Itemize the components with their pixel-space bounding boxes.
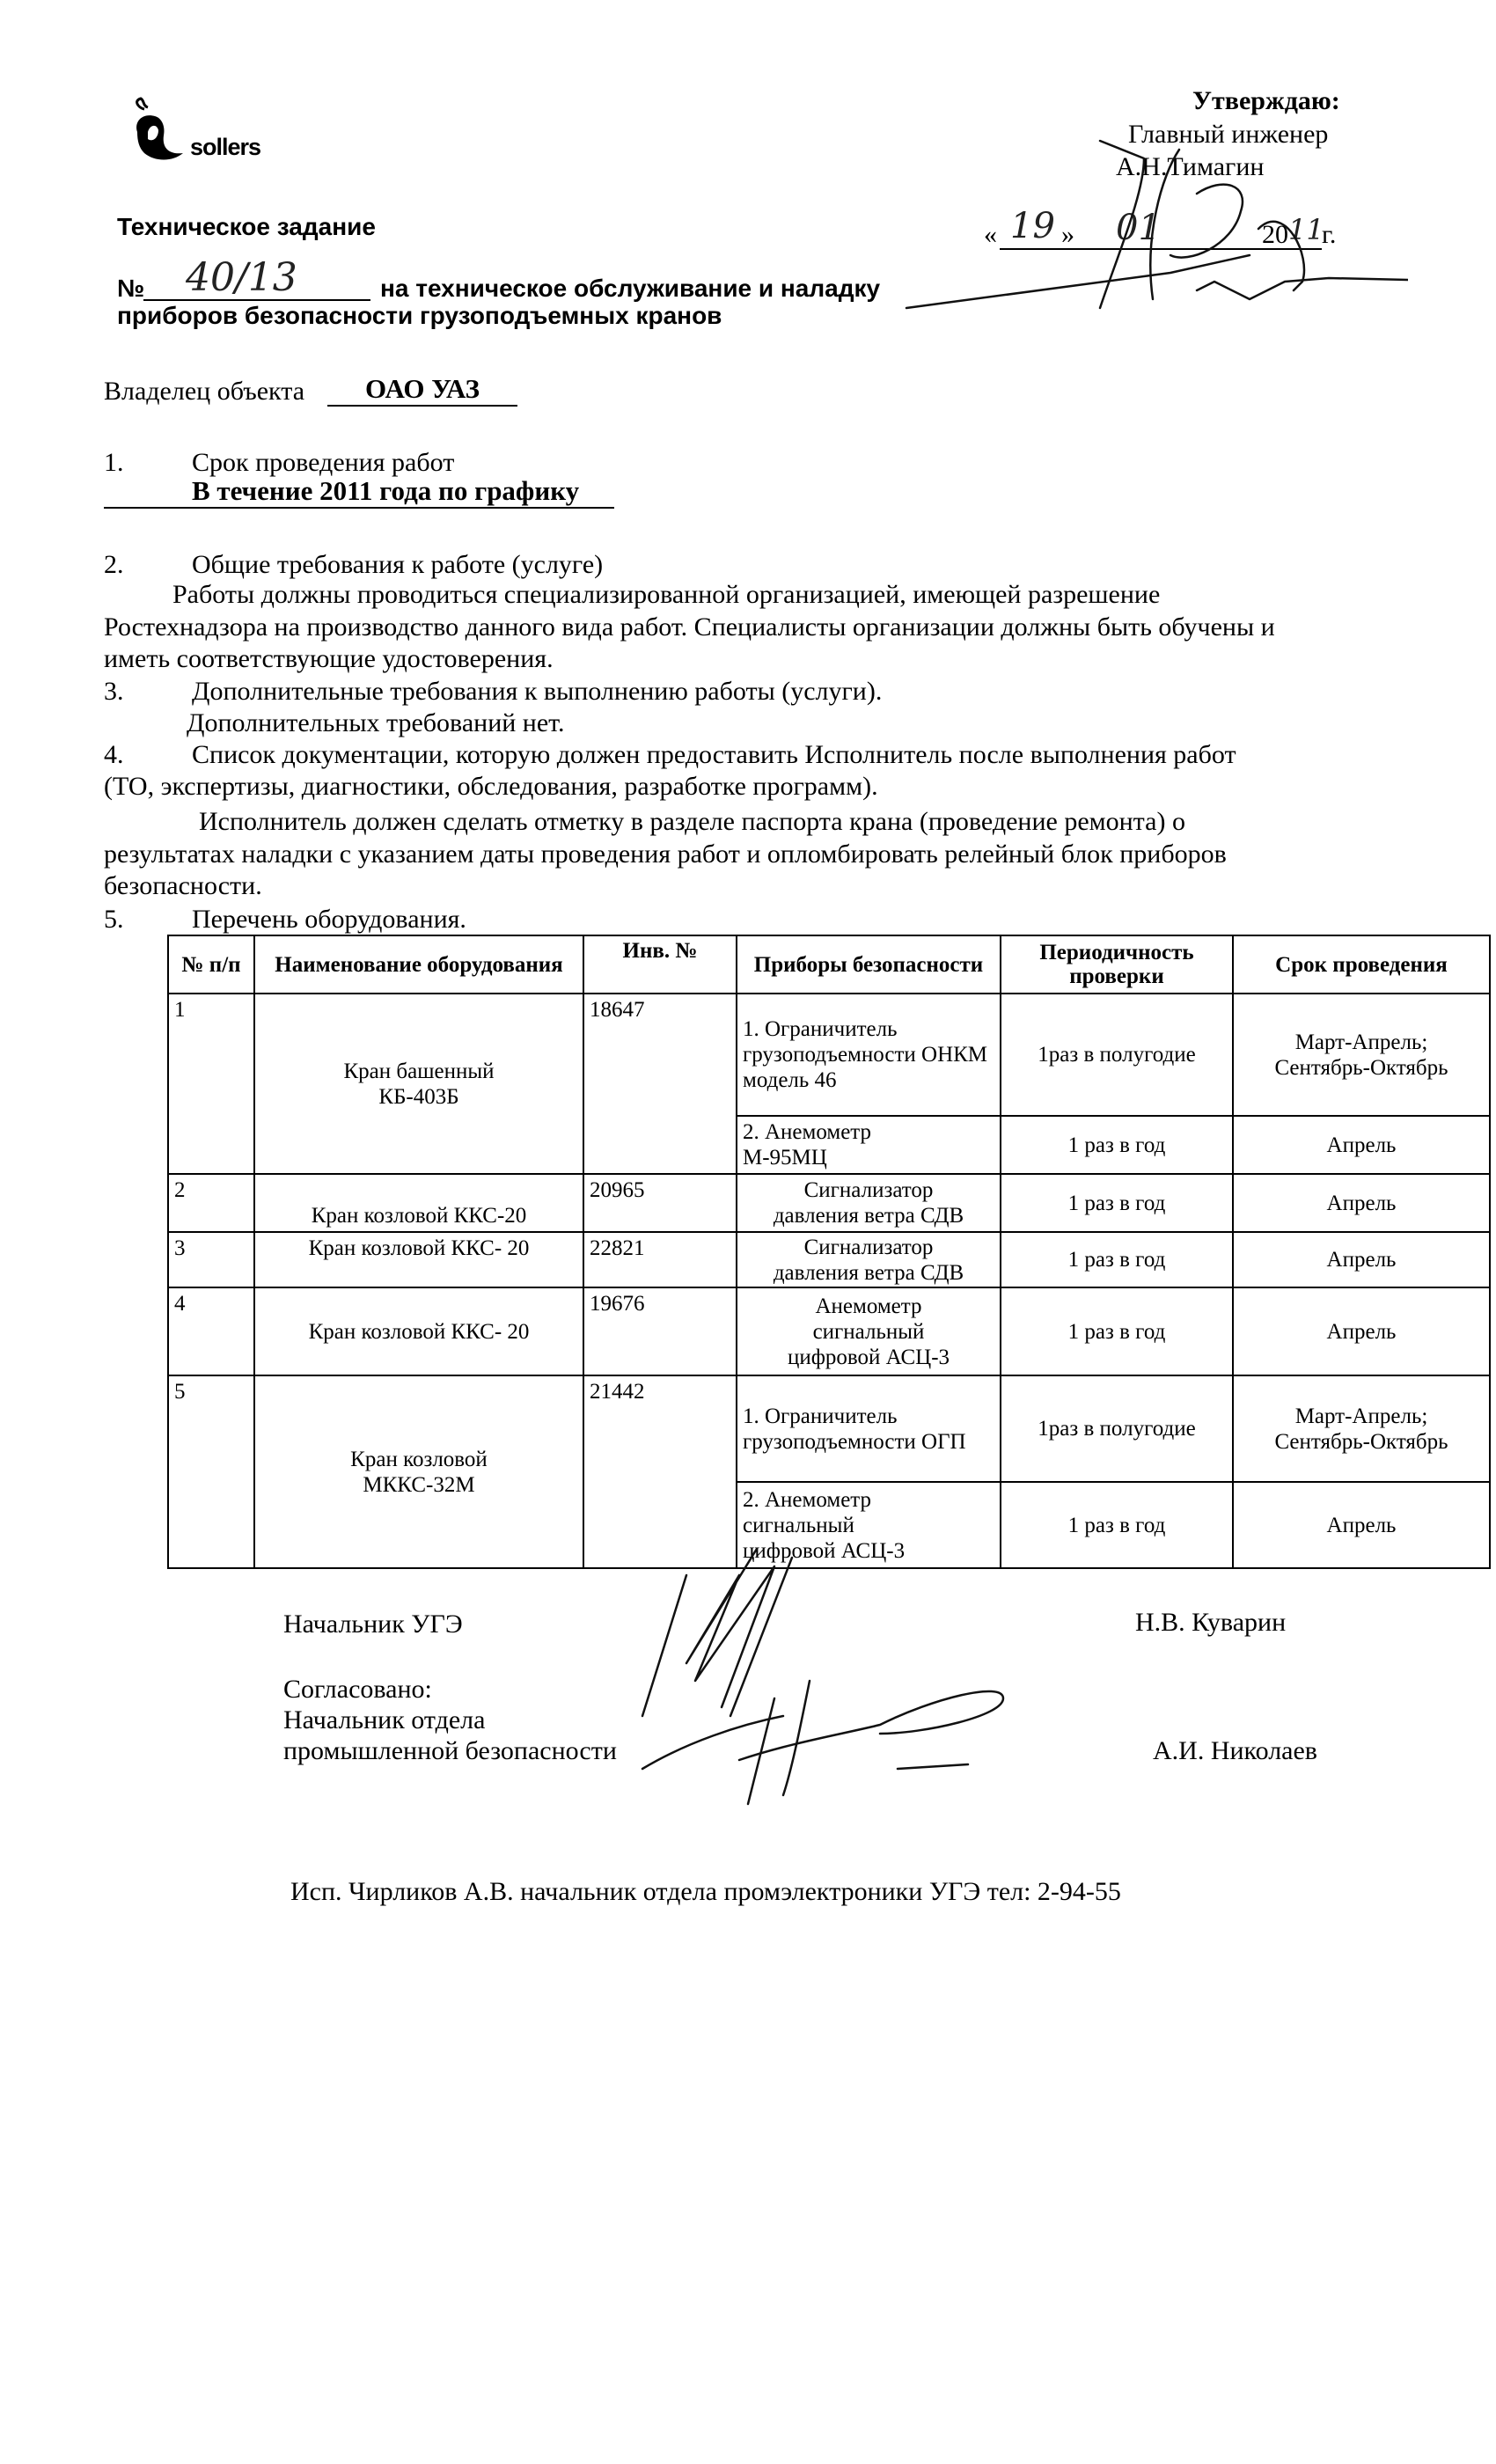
section2-line3: иметь соответствующие удостоверения. xyxy=(104,644,554,673)
chief-name: Н.В. Куварин xyxy=(1135,1608,1287,1637)
table-header-row xyxy=(168,935,1490,994)
table-row xyxy=(168,1232,1490,1287)
cell-period: 1 раз в год xyxy=(1001,1287,1233,1375)
doc-number-field xyxy=(143,257,370,301)
section2-line1: Работы должны проводиться специализированной организацией, имеющей разрешение xyxy=(172,580,1161,609)
date-month-handwritten: 01 xyxy=(1116,208,1161,248)
cell-term: Март-Апрель; Сентябрь-Октябрь xyxy=(1233,994,1490,1116)
cell-device: Сигнализатор давления ветра СДВ xyxy=(737,1174,1001,1232)
cell-num: 1 xyxy=(168,994,254,1174)
cell-term: Апрель xyxy=(1233,1174,1490,1232)
cell-period: 1 раз в год xyxy=(1001,1174,1233,1232)
section3-line1: Дополнительных требований нет. xyxy=(187,708,565,737)
cell-term: Апрель xyxy=(1233,1482,1490,1568)
cell-num: 3 xyxy=(168,1232,254,1287)
table-row xyxy=(168,1287,1490,1375)
section1-value: В течение 2011 года по графику xyxy=(192,475,580,506)
section4-title: Список документации, которую должен предоставить Исполнитель после выполнения работ xyxy=(192,740,1236,769)
logo-wordmark: sollers xyxy=(190,134,261,160)
section1-value-field xyxy=(104,475,614,509)
cell-period: 1 раз в год xyxy=(1001,1116,1233,1174)
approval-signature xyxy=(880,123,1408,334)
doc-title-line2: на техническое обслуживание и наладку xyxy=(380,275,881,302)
cell-device: 1. Ограничитель грузоподъемности ОГП xyxy=(737,1375,1001,1482)
table-row xyxy=(168,1174,1490,1232)
approval-position: Главный инженер xyxy=(1128,120,1329,149)
owner-label: Владелец объекта xyxy=(104,377,305,406)
company-logo xyxy=(128,97,304,176)
safety-signature xyxy=(634,1663,1056,1813)
doc-number-prefix: № xyxy=(117,275,145,302)
section5-number: 5. xyxy=(104,905,124,934)
doc-title-line3: приборов безопасности грузоподъемных кранов xyxy=(117,302,722,329)
cell-device: 2. Анемометр М-95МЦ xyxy=(737,1116,1001,1174)
header-cell: Инв. № xyxy=(583,935,737,994)
header-cell: Приборы безопасности xyxy=(737,935,1001,994)
section3-title: Дополнительные требования к выполнению работы (услуги). xyxy=(192,677,883,706)
safety-label-line2: промышленной безопасности xyxy=(283,1736,617,1765)
equipment-table xyxy=(167,935,1491,1569)
cell-inv: 20965 xyxy=(583,1174,737,1232)
cell-term: Март-Апрель; Сентябрь-Октябрь xyxy=(1233,1375,1490,1482)
cell-name: Кран башенный КБ-403Б xyxy=(254,994,583,1174)
header-cell: Срок проведения xyxy=(1233,935,1490,994)
section4-line1: (ТО, экспертизы, диагностики, обследования, разработке программ). xyxy=(104,772,878,801)
section5-title: Перечень оборудования. xyxy=(192,905,466,934)
doc-title-line1: Техническое задание xyxy=(117,213,376,240)
section2-title: Общие требования к работе (услуге) xyxy=(192,550,604,579)
section4-number: 4. xyxy=(104,740,124,769)
cell-inv: 18647 xyxy=(583,994,737,1174)
chief-label: Начальник УГЭ xyxy=(283,1610,463,1639)
cell-inv: 22821 xyxy=(583,1232,737,1287)
cell-inv: 21442 xyxy=(583,1375,737,1568)
cell-name: Кран козловой ККС- 20 xyxy=(254,1287,583,1375)
cell-num: 5 xyxy=(168,1375,254,1568)
cell-num: 4 xyxy=(168,1287,254,1375)
section1-number: 1. xyxy=(104,448,124,477)
date-close-quote: » xyxy=(1061,220,1074,249)
doc-number-handwritten: 40/13 xyxy=(186,255,297,300)
table-row xyxy=(168,1375,1490,1482)
section4-line4: безопасности. xyxy=(104,871,262,900)
section2-number: 2. xyxy=(104,550,124,579)
sollers-logo-icon xyxy=(128,97,199,176)
cell-period: 1 раз в год xyxy=(1001,1482,1233,1568)
cell-num: 2 xyxy=(168,1174,254,1232)
owner-value-text: ОАО УАЗ xyxy=(364,373,480,404)
cell-device: Сигнализатор давления ветра СДВ xyxy=(737,1232,1001,1287)
header-cell: Периодичность проверки xyxy=(1001,935,1233,994)
section1-title: Срок проведения работ xyxy=(192,448,455,477)
date-suffix: г. xyxy=(1322,220,1337,249)
cell-name: Кран козловой МККС-32М xyxy=(254,1375,583,1568)
date-open-quote: « xyxy=(984,220,997,249)
section2-line2: Ростехнадзора на производство данного вида работ. Специалисты организации должны быть обучены и xyxy=(104,612,1275,642)
table-row xyxy=(168,994,1490,1116)
cell-device: Анемометр сигнальный цифровой АСЦ-3 xyxy=(737,1287,1001,1375)
date-year-handwritten: 11 xyxy=(1288,213,1324,246)
footer-executor: Исп. Чирликов А.В. начальник отдела промэлектроники УГЭ тел: 2-94-55 xyxy=(290,1877,1121,1906)
header-cell: Наименование оборудования xyxy=(254,935,583,994)
cell-period: 1раз в полугодие xyxy=(1001,1375,1233,1482)
section3-number: 3. xyxy=(104,677,124,706)
agreed-label: Согласовано: xyxy=(283,1675,432,1704)
cell-device: 1. Ограничитель грузоподъемности ОНКМ модель 46 xyxy=(737,994,1001,1116)
cell-term: Апрель xyxy=(1233,1116,1490,1174)
approval-name: А.Н.Тимагин xyxy=(1116,152,1265,181)
cell-name: Кран козловой ККС-20 xyxy=(254,1174,583,1232)
cell-term: Апрель xyxy=(1233,1232,1490,1287)
approval-heading: Утверждаю: xyxy=(1192,86,1340,115)
section4-line3: результатах наладки с указанием даты проведения работ и опломбировать релейный блок приборов xyxy=(104,840,1227,869)
owner-value xyxy=(327,373,517,407)
date-year-prefix: 20 xyxy=(1262,220,1288,249)
safety-label-line1: Начальник отдела xyxy=(283,1705,486,1734)
cell-name: Кран козловой ККС- 20 xyxy=(254,1232,583,1287)
date-day-handwritten: 19 xyxy=(1010,206,1055,246)
section4-line2: Исполнитель должен сделать отметку в разделе паспорта крана (проведение ремонта) о xyxy=(199,807,1185,836)
cell-inv: 19676 xyxy=(583,1287,737,1375)
cell-period: 1 раз в год xyxy=(1001,1232,1233,1287)
cell-device: 2. Анемометр сигнальный цифровой АСЦ-3 xyxy=(737,1482,1001,1568)
cell-period: 1раз в полугодие xyxy=(1001,994,1233,1116)
cell-term: Апрель xyxy=(1233,1287,1490,1375)
safety-name: А.И. Николаев xyxy=(1153,1736,1317,1765)
header-cell: № п/п xyxy=(168,935,254,994)
